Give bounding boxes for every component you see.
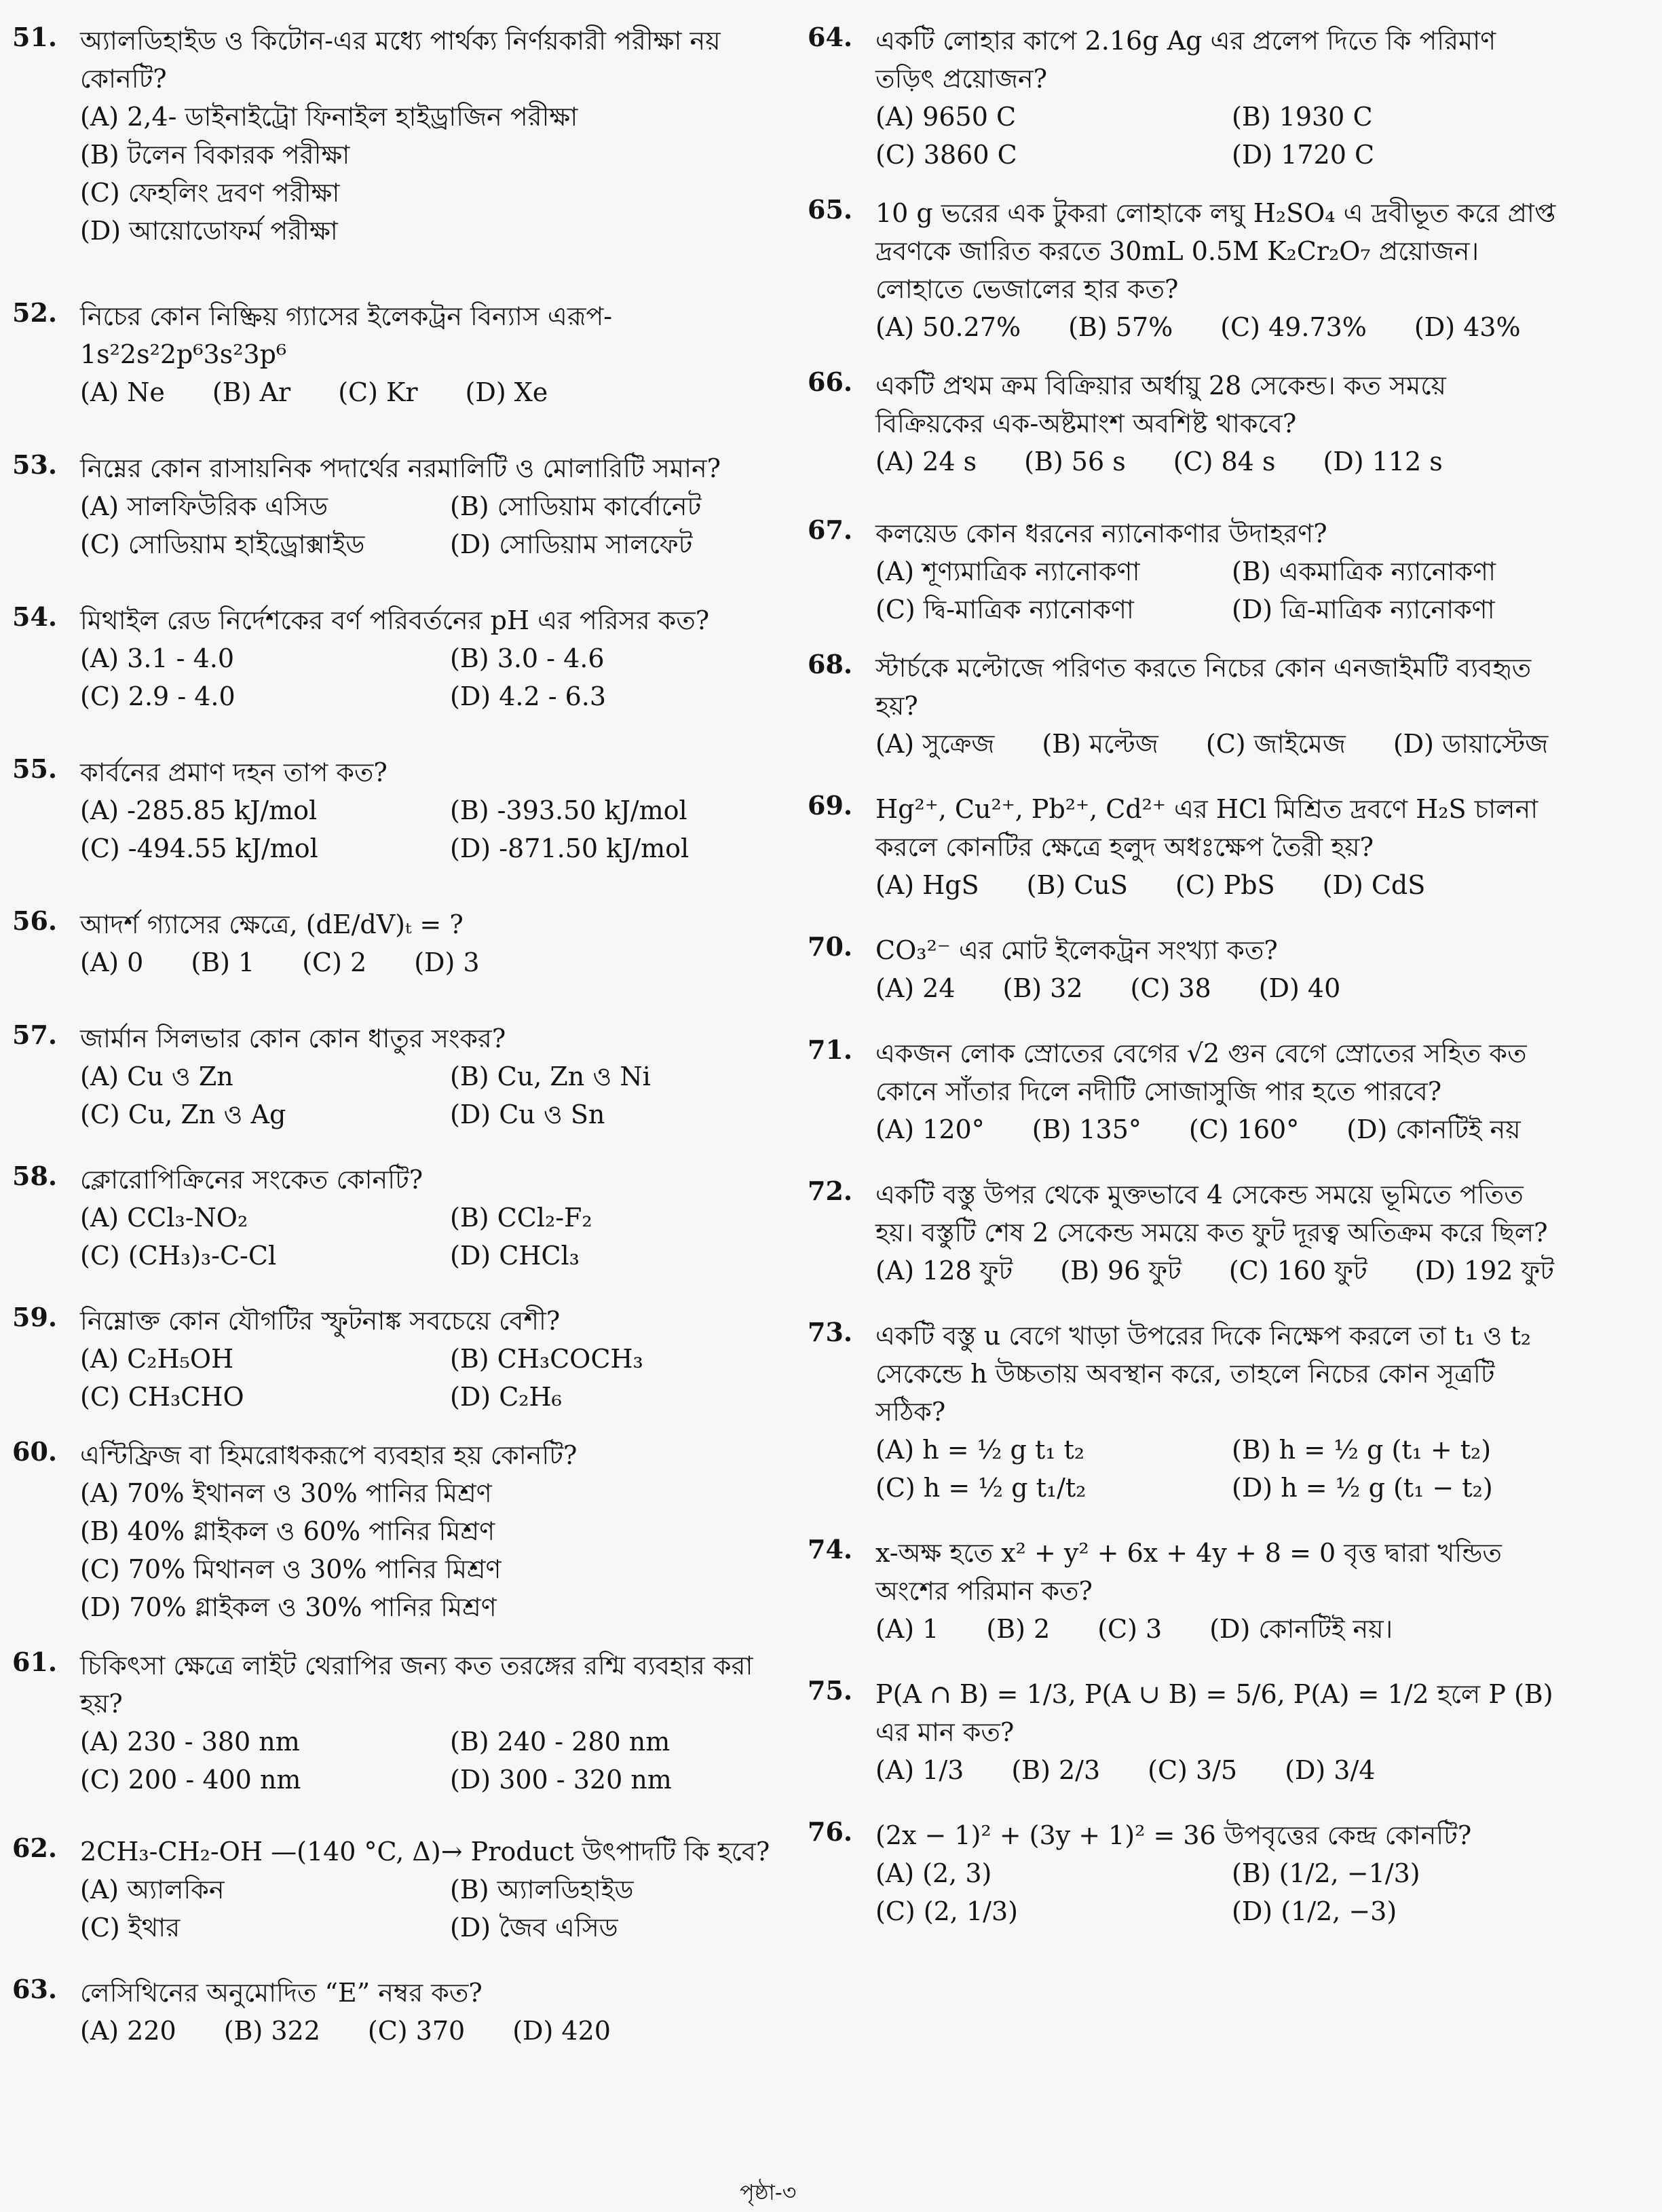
option: (A) CCl₃-NO₂: [80, 1203, 248, 1233]
right-column: [808, 22, 1561, 1930]
option: (B) -393.50 kJ/mol: [450, 795, 687, 825]
option: (D) 43%: [1414, 312, 1521, 342]
question-75: [808, 1675, 1561, 1789]
question-number: 71.: [808, 1034, 853, 1065]
question-number: 66.: [808, 367, 853, 397]
question-text: অ্যালডিহাইড ও কিটোন-এর মধ্যে পার্থক্য নির্ণয়কারী পরীক্ষা নয় কোনটি?: [80, 26, 721, 94]
option: (C) 38: [1130, 973, 1211, 1003]
options: [80, 1199, 793, 1275]
option: (B) 2: [986, 1614, 1051, 1644]
option: (D) -871.50 kJ/mol: [450, 833, 690, 863]
option: (A) 230 - 380 nm: [80, 1727, 300, 1757]
options: [875, 1751, 1561, 1789]
option: (A) সালফিউরিক এসিড: [80, 491, 328, 521]
question-text: কার্বনের প্রমাণ দহন তাপ কত?: [80, 757, 388, 787]
options: [875, 1252, 1561, 1290]
option: (D) 192 ফুট: [1414, 1256, 1555, 1286]
question-text: ক্লোরোপিক্রিনের সংকেত কোনটি?: [80, 1165, 423, 1195]
option: (A) (2, 3): [875, 1858, 992, 1888]
question-text: (2x − 1)² + (3y + 1)² = 36 উপবৃত্তের কেন্দ্র কোনটি?: [875, 1820, 1472, 1850]
option: (A) 0: [80, 948, 144, 977]
question-text: একটি বস্তু u বেগে খাড়া উপরের দিকে নিক্ষেপ করলে তা t₁ ও t₂ সেকেন্ডে h উচ্চতায় অবস্থান করে, তাহলে নিচের কোন সূত্রটি সঠিক?: [875, 1321, 1531, 1427]
option: (C) Cu, Zn ও Ag: [80, 1100, 286, 1129]
option: (B) 40% গ্লাইকল ও 60% পানির মিশ্রণ: [80, 1516, 495, 1546]
option: (C) দ্বি-মাত্রিক ন্যানোকণা: [875, 595, 1134, 624]
option: (B) মল্টেজ: [1042, 729, 1158, 759]
question-number: 74.: [808, 1534, 853, 1564]
option: (D) 3/4: [1285, 1755, 1376, 1785]
question-68: [808, 649, 1561, 763]
question-text: x-অক্ষ হতে x² + y² + 6x + 4y + 8 = 0 বৃত্ত দ্বারা খন্ডিত অংশের পরিমান কত?: [875, 1538, 1502, 1606]
question-text: চিকিৎসা ক্ষেত্রে লাইট থেরাপির জন্য কত তরঙ্গের রশ্মি ব্যবহার করা হয়?: [80, 1651, 753, 1719]
options: [875, 969, 1561, 1007]
option: (C) 84 s: [1173, 447, 1276, 476]
question-text: একটি প্রথম ক্রম বিক্রিয়ার অর্ধায়ু 28 সেকেন্ড। কত সময়ে বিক্রিয়কের এক-অষ্টমাংশ অবশিষ্ট থাকবে?: [875, 371, 1446, 438]
question-number: 72.: [808, 1176, 853, 1206]
question-61: [12, 1647, 793, 1799]
question-74: [808, 1534, 1561, 1648]
option: (B) সোডিয়াম কার্বোনেট: [450, 491, 702, 521]
option: (C) 160°: [1188, 1114, 1300, 1144]
question-text: কলয়েড কোন ধরনের ন্যানোকণার উদাহরণ?: [875, 519, 1327, 548]
option: (B) CH₃COCH₃: [450, 1344, 643, 1374]
question-number: 57.: [12, 1019, 58, 1050]
option: (A) 1/3: [875, 1755, 964, 1785]
option: (C) CH₃CHO: [80, 1382, 244, 1412]
option: (C) PbS: [1175, 870, 1275, 900]
question-text: লেসিথিনের অনুমোদিত “E” নম্বর কত?: [80, 1978, 483, 2008]
option: (D) 70% গ্লাইকল ও 30% পানির মিশ্রণ: [80, 1592, 497, 1622]
question-number: 63.: [12, 1974, 58, 2004]
option: (D) Xe: [465, 377, 548, 407]
question-58: [12, 1161, 793, 1275]
option: (A) 1: [875, 1614, 939, 1644]
option: (C) 49.73%: [1220, 312, 1367, 342]
options: [875, 552, 1561, 629]
option: (D) সোডিয়াম সালফেট: [450, 529, 693, 559]
options: [80, 2012, 793, 2050]
option: (B) একমাত্রিক ন্যানোকণা: [1232, 557, 1496, 586]
option: (C) সোডিয়াম হাইড্রোক্সাইড: [80, 529, 365, 559]
options: [80, 487, 793, 563]
option: (C) ইথার: [80, 1913, 181, 1943]
question-text: নিম্নোক্ত কোন যৌগটির স্ফুটনাঙ্ক সবচেয়ে বেশী?: [80, 1306, 561, 1336]
options: [80, 98, 793, 250]
question-51: [12, 22, 793, 250]
question-number: 73.: [808, 1317, 853, 1347]
question-text: নিচের কোন নিষ্ক্রিয় গ্যাসের ইলেকট্রন বিন্যাস এরূপ- 1s²2s²2p⁶3s²3p⁶: [80, 301, 613, 369]
question-59: [12, 1302, 793, 1416]
option: (D) জৈব এসিড: [450, 1913, 618, 1943]
option: (C) ফেহলিং দ্রবণ পরীক্ষা: [80, 178, 340, 208]
option: (A) 120°: [875, 1114, 985, 1144]
option: (D) CHCl₃: [450, 1241, 580, 1271]
question-number: 75.: [808, 1675, 853, 1706]
question-number: 52.: [12, 297, 58, 328]
option: (D) কোনটিই নয়।: [1209, 1614, 1393, 1644]
option: (D) 300 - 320 nm: [450, 1765, 672, 1795]
question-number: 53.: [12, 449, 58, 480]
question-73: [808, 1317, 1561, 1507]
question-number: 54.: [12, 601, 58, 632]
question-62: [12, 1833, 793, 1947]
option: (D) 40: [1258, 973, 1341, 1003]
left-column: [12, 22, 793, 2050]
options: [875, 866, 1561, 904]
option: (B) 1930 C: [1232, 102, 1373, 132]
option: (A) শূণ্যমাত্রিক ন্যানোকণা: [875, 557, 1140, 586]
question-number: 59.: [12, 1302, 58, 1332]
option: (A) 220: [80, 2016, 176, 2046]
question-number: 60.: [12, 1436, 58, 1467]
question-number: 62.: [12, 1833, 58, 1863]
options: [80, 1723, 793, 1799]
option: (B) Ar: [212, 377, 291, 407]
options: [80, 1871, 793, 1947]
option: (A) 24: [875, 973, 956, 1003]
question-number: 55.: [12, 753, 58, 784]
option: (C) 3860 C: [875, 140, 1017, 170]
question-66: [808, 367, 1561, 481]
page-number: পৃষ্ঠা-৩: [740, 2179, 797, 2205]
option: (A) 24 s: [875, 447, 977, 476]
question-63: [12, 1974, 793, 2050]
option: (C) 3: [1097, 1614, 1163, 1644]
option: (A) Ne: [80, 377, 165, 407]
question-number: 76.: [808, 1816, 853, 1847]
options: [80, 1057, 793, 1133]
question-text: Hg²⁺, Cu²⁺, Pb²⁺, Cd²⁺ এর HCl মিশ্রিত দ্রবণে H₂S চালনা করলে কোনটির ক্ষেত্রে হলুদ অধঃক্ষেপ তৈরী হয়?: [875, 794, 1538, 862]
option: (D) কোনটিই নয়: [1346, 1114, 1521, 1144]
option: (B) 240 - 280 nm: [450, 1727, 671, 1757]
question-text: একটি লোহার কাপে 2.16g Ag এর প্রলেপ দিতে কি পরিমাণ তড়িৎ প্রয়োজন?: [875, 26, 1496, 94]
option: (A) HgS: [875, 870, 979, 900]
option: (B) 322: [223, 2016, 320, 2046]
option: (A) 3.1 - 4.0: [80, 643, 235, 673]
option: (B) CuS: [1026, 870, 1128, 900]
option: (A) 2,4- ডাইনাইট্রো ফিনাইল হাইড্রাজিন পরীক্ষা: [80, 102, 578, 132]
option: (A) -285.85 kJ/mol: [80, 795, 318, 825]
option: (B) অ্যালডিহাইড: [450, 1875, 634, 1905]
question-64: [808, 22, 1561, 174]
option: (C) জাইমেজ: [1205, 729, 1346, 759]
option: (D) 3: [414, 948, 480, 977]
option: (C) (2, 1/3): [875, 1896, 1018, 1926]
option: (A) 128 ফুট: [875, 1256, 1013, 1286]
options: [80, 373, 793, 411]
option: (C) h = ½ g t₁/t₂: [875, 1473, 1087, 1503]
option: (B) 96 ফুট: [1060, 1256, 1182, 1286]
question-text: একটি বস্তু উপর থেকে মুক্তভাবে 4 সেকেন্ড সময়ে ভূমিতে পতিত হয়। বস্তুটি শেষ 2 সেকেন্ড সময়ে কত ফুট দূরত্ব অতিক্রম করে ছিল?: [875, 1180, 1548, 1248]
option: (C) 3/5: [1148, 1755, 1238, 1785]
option: (C) Kr: [338, 377, 418, 407]
option: (B) 32: [1002, 973, 1083, 1003]
option: (B) 3.0 - 4.6: [450, 643, 605, 673]
question-number: 69.: [808, 790, 853, 821]
option: (C) (CH₃)₃-C-Cl: [80, 1241, 277, 1271]
option: (C) 200 - 400 nm: [80, 1765, 301, 1795]
option: (B) 57%: [1068, 312, 1173, 342]
options: [875, 443, 1561, 481]
question-text: একজন লোক স্রোতের বেগের √2 গুন বেগে স্রোতের সহিত কত কোনে সাঁতার দিলে নদীটি সোজাসুজি পার হতে পারবে?: [875, 1038, 1527, 1106]
question-72: [808, 1176, 1561, 1290]
options: [875, 1854, 1561, 1930]
options: [875, 308, 1561, 346]
options: [875, 1610, 1561, 1648]
question-text: স্টার্চকে মল্টোজে পরিণত করতে নিচের কোন এনজাইমটি ব্যবহৃত হয়?: [875, 653, 1532, 721]
question-text: আদর্শ গ্যাসের ক্ষেত্রে, (dE/dV)ₜ = ?: [80, 910, 464, 939]
option: (C) 160 ফুট: [1228, 1256, 1367, 1286]
question-76: [808, 1816, 1561, 1930]
option: (C) 2: [302, 948, 367, 977]
option: (A) 70% ইথানল ও 30% পানির মিশ্রণ: [80, 1478, 492, 1508]
option: (B) 135°: [1032, 1114, 1141, 1144]
options: [80, 639, 793, 715]
option: (D) 4.2 - 6.3: [450, 681, 607, 711]
option: (D) C₂H₆: [450, 1382, 562, 1412]
question-55: [12, 753, 793, 867]
question-65: [808, 194, 1561, 346]
option: (C) 70% মিথানল ও 30% পানির মিশ্রণ: [80, 1554, 502, 1584]
question-number: 58.: [12, 1161, 58, 1191]
question-54: [12, 601, 793, 715]
option: (D) h = ½ g (t₁ − t₂): [1232, 1473, 1493, 1503]
option: (D) ডায়াস্টেজ: [1393, 729, 1549, 759]
question-57: [12, 1019, 793, 1133]
options: [80, 943, 793, 981]
option: (B) 56 s: [1024, 447, 1126, 476]
option: (D) ত্রি-মাত্রিক ন্যানোকণা: [1232, 595, 1495, 624]
question-56: [12, 905, 793, 981]
option: (B) টলেন বিকারক পরীক্ষা: [80, 140, 350, 170]
option: (B) h = ½ g (t₁ + t₂): [1232, 1435, 1492, 1465]
question-text: P(A ∩ B) = 1/3, P(A ∪ B) = 5/6, P(A) = 1/2 হলে P (B) এর মান কত?: [875, 1679, 1553, 1747]
question-text: 2CH₃-CH₂-OH —(140 °C, Δ)→ Product উৎপাদটি কি হবে?: [80, 1837, 770, 1867]
question-number: 56.: [12, 905, 58, 936]
option: (B) CCl₂-F₂: [450, 1203, 592, 1233]
question-70: [808, 931, 1561, 1007]
question-number: 67.: [808, 514, 853, 545]
option: (A) h = ½ g t₁ t₂: [875, 1435, 1085, 1465]
option: (C) 370: [367, 2016, 466, 2046]
option: (D) আয়োডোফর্ম পরীক্ষা: [80, 216, 338, 246]
option: (D) 420: [512, 2016, 611, 2046]
option: (B) 2/3: [1011, 1755, 1101, 1785]
question-67: [808, 514, 1561, 629]
option: (D) 1720 C: [1232, 140, 1375, 170]
question-text: CO₃²⁻ এর মোট ইলেকট্রন সংখ্যা কত?: [875, 935, 1278, 965]
option: (D) Cu ও Sn: [450, 1100, 605, 1129]
question-60: [12, 1436, 793, 1626]
option: (A) অ্যালকিন: [80, 1875, 225, 1905]
options: [875, 1110, 1561, 1148]
question-number: 70.: [808, 931, 853, 962]
option: (C) 2.9 - 4.0: [80, 681, 235, 711]
option: (D) (1/2, −3): [1232, 1896, 1397, 1926]
option: (A) C₂H₅OH: [80, 1344, 234, 1374]
question-number: 64.: [808, 22, 853, 52]
option: (B) 1: [191, 948, 255, 977]
option: (B) Cu, Zn ও Ni: [450, 1062, 651, 1091]
question-52: [12, 297, 793, 411]
question-69: [808, 790, 1561, 904]
option: (D) CdS: [1322, 870, 1426, 900]
options: [875, 98, 1561, 174]
options: [80, 1340, 793, 1416]
option: (A) সুক্রেজ: [875, 729, 995, 759]
question-text: জার্মান সিলভার কোন কোন ধাতুর সংকর?: [80, 1024, 506, 1053]
question-53: [12, 449, 793, 563]
question-71: [808, 1034, 1561, 1148]
question-text: এন্টিফ্রিজ বা হিমরোধকরূপে ব্যবহার হয় কোনটি?: [80, 1440, 578, 1470]
question-number: 61.: [12, 1647, 58, 1677]
option: (A) Cu ও Zn: [80, 1062, 233, 1091]
question-number: 65.: [808, 194, 853, 225]
options: [875, 1431, 1561, 1507]
question-text: 10 g ভরের এক টুকরা লোহাকে লঘু H₂SO₄ এ দ্রবীভূত করে প্রাপ্ত দ্রবণকে জারিত করতে 30mL 0.5M K₂Cr₂O₇ প্রয়োজন। লোহাতে ভেজালের হার কত?: [875, 198, 1556, 304]
question-text: মিথাইল রেড নির্দেশকের বর্ণ পরিবর্তনের pH এর পরিসর কত?: [80, 605, 710, 635]
question-number: 68.: [808, 649, 853, 679]
option: (A) 50.27%: [875, 312, 1021, 342]
options: [875, 725, 1561, 763]
option: (D) 112 s: [1323, 447, 1443, 476]
question-number: 51.: [12, 22, 58, 52]
question-text: নিম্নের কোন রাসায়নিক পদার্থের নরমালিটি ও মোলারিটি সমান?: [80, 453, 721, 483]
options: [80, 791, 793, 867]
option: (B) (1/2, −1/3): [1232, 1858, 1420, 1888]
options: [80, 1474, 793, 1626]
option: (A) 9650 C: [875, 102, 1017, 132]
option: (C) -494.55 kJ/mol: [80, 833, 318, 863]
